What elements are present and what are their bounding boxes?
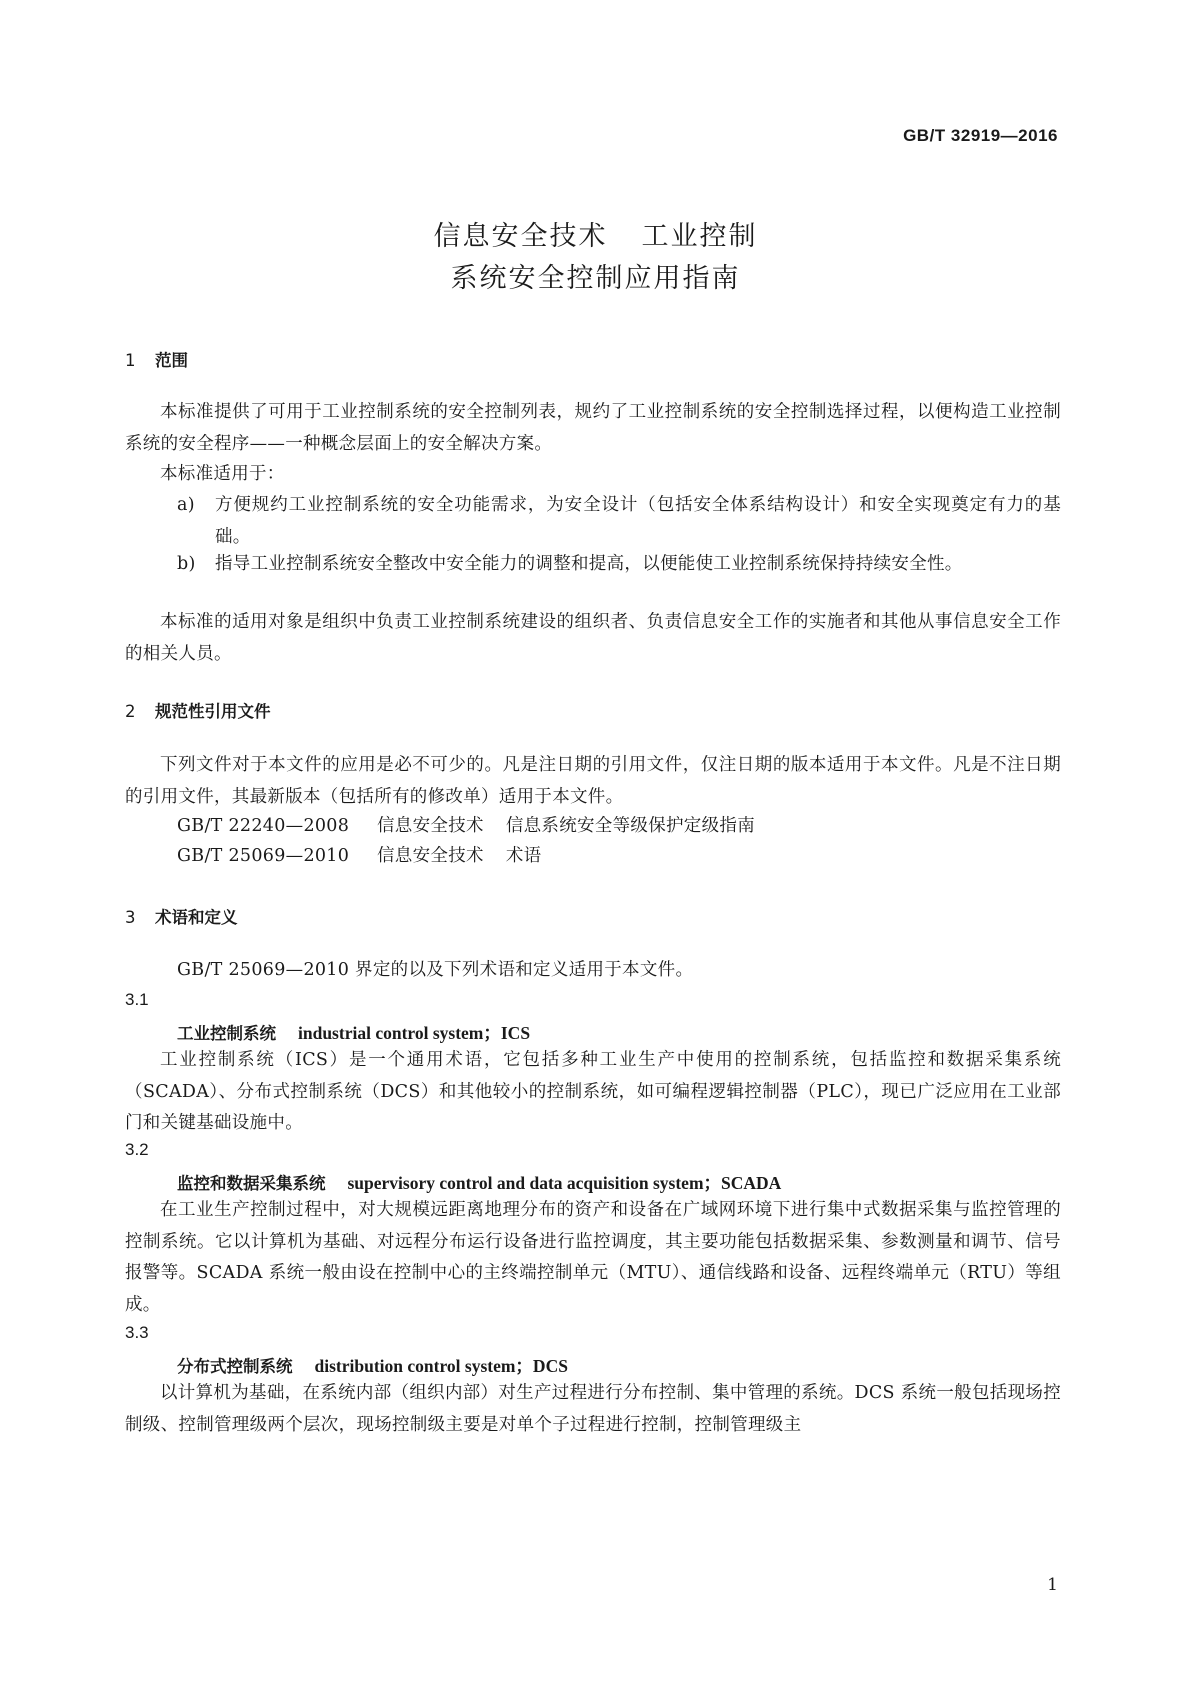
reference-subtitle: 术语 [505, 846, 542, 866]
section-heading-normative-references [125, 698, 271, 722]
term-en: distribution control system；DCS [314, 1356, 568, 1376]
list-marker: b) [177, 554, 196, 574]
term-definition: 工业控制系统（ICS）是一个通用术语，它包括多种工业生产中使用的控制系统，包括监控和数据采集系统（SCADA）、分布式控制系统（DCS）和其他较小的控制系统，如可编程逻辑控制器（PLC），现已广泛应用在工业部门和关键基础设施中。 [125, 1050, 1061, 1133]
reference-item [177, 811, 755, 843]
term-definition: 以计算机为基础，在系统内部（组织内部）对生产过程进行分布控制、集中管理的系统。DCS 系统一般包括现场控制级、控制管理级两个层次，现场控制级主要是对单个子过程进行控制，控制管理级主 [125, 1383, 1061, 1435]
term-definition: 在工业生产控制过程中，对大规模远距离地理分布的资产和设备在广域网环境下进行集中式数据采集与监控管理的控制系统。它以计算机为基础、对远程分布运行设备进行监控调度，其主要功能包括数据采集、参数测量和调节、信号报警等。SCADA 系统一般由设在控制中心的主终端控制单元（MTU）、通信线路和设备、远程终端单元（RTU）等组成。 [125, 1200, 1061, 1315]
reference-item [177, 841, 541, 873]
section-title: 术语和定义 [155, 908, 238, 927]
list-item-b [177, 549, 1061, 581]
term-title [177, 1353, 568, 1378]
standard-number: GB/T 32919—2016 [903, 126, 1058, 145]
reference-subtitle: 信息系统安全等级保护定级指南 [505, 816, 756, 836]
term-title [177, 1020, 530, 1045]
term-zh: 分布式控制系统 [177, 1357, 293, 1376]
section-number: 1 [125, 351, 136, 370]
list-item-a [177, 490, 1061, 553]
list-marker: a) [177, 495, 195, 515]
term-zh: 工业控制系统 [177, 1024, 276, 1043]
list-text: 方便规约工业控制系统的安全功能需求，为安全设计（包括安全体系结构设计）和安全实现奠定有力的基础。 [215, 495, 1061, 547]
section-title: 规范性引用文件 [155, 702, 271, 721]
section-heading-terms [125, 904, 238, 928]
references-paragraph: 下列文件对于本文件的应用是必不可少的。凡是注日期的引用文件，仅注日期的版本适用于本文件。凡是不注日期的引用文件，其最新版本（包括所有的修改单）适用于本文件。 [125, 755, 1061, 807]
reference-title: 信息安全技术 [377, 846, 484, 866]
term-title [177, 1170, 781, 1195]
document-title-line1 [0, 214, 1191, 253]
scope-target-audience: 本标准的适用对象是组织中负责工业控制系统建设的组织者、负责信息安全工作的实施者和其他从事信息安全工作的相关人员。 [125, 612, 1061, 664]
scope-paragraph: 本标准提供了可用于工业控制系统的安全控制列表，规约了工业控制系统的安全控制选择过程，以便构造工业控制系统的安全程序——一种概念层面上的安全解决方案。 [125, 402, 1061, 454]
section-number: 3 [125, 908, 136, 927]
scope-applicability: 本标准适用于： [160, 464, 285, 484]
section-title: 范围 [155, 351, 188, 370]
reference-code: GB/T 22240—2008 [177, 816, 350, 836]
title-part2: 工业控制 [641, 221, 758, 252]
reference-title: 信息安全技术 [377, 816, 484, 836]
term-zh: 监控和数据采集系统 [177, 1174, 326, 1193]
term-number: 3.1 [125, 990, 149, 1009]
term-en: supervisory control and data acquisition system；SCADA [347, 1173, 782, 1193]
list-text: 指导工业控制系统安全整改中安全能力的调整和提高，以便能使工业控制系统保持持续安全性。 [215, 554, 963, 574]
page-number: 1 [1047, 1575, 1058, 1595]
document-title-line2: 系统安全控制应用指南 [450, 263, 741, 294]
term-number: 3.2 [125, 1140, 149, 1159]
term-en: industrial control system；ICS [298, 1023, 531, 1043]
terms-intro: GB/T 25069—2010 界定的以及下列术语和定义适用于本文件。 [177, 960, 694, 980]
term-number: 3.3 [125, 1323, 149, 1342]
reference-code: GB/T 25069—2010 [177, 846, 350, 866]
section-number: 2 [125, 702, 136, 721]
section-heading-scope [125, 347, 188, 371]
title-part1: 信息安全技术 [433, 221, 608, 252]
